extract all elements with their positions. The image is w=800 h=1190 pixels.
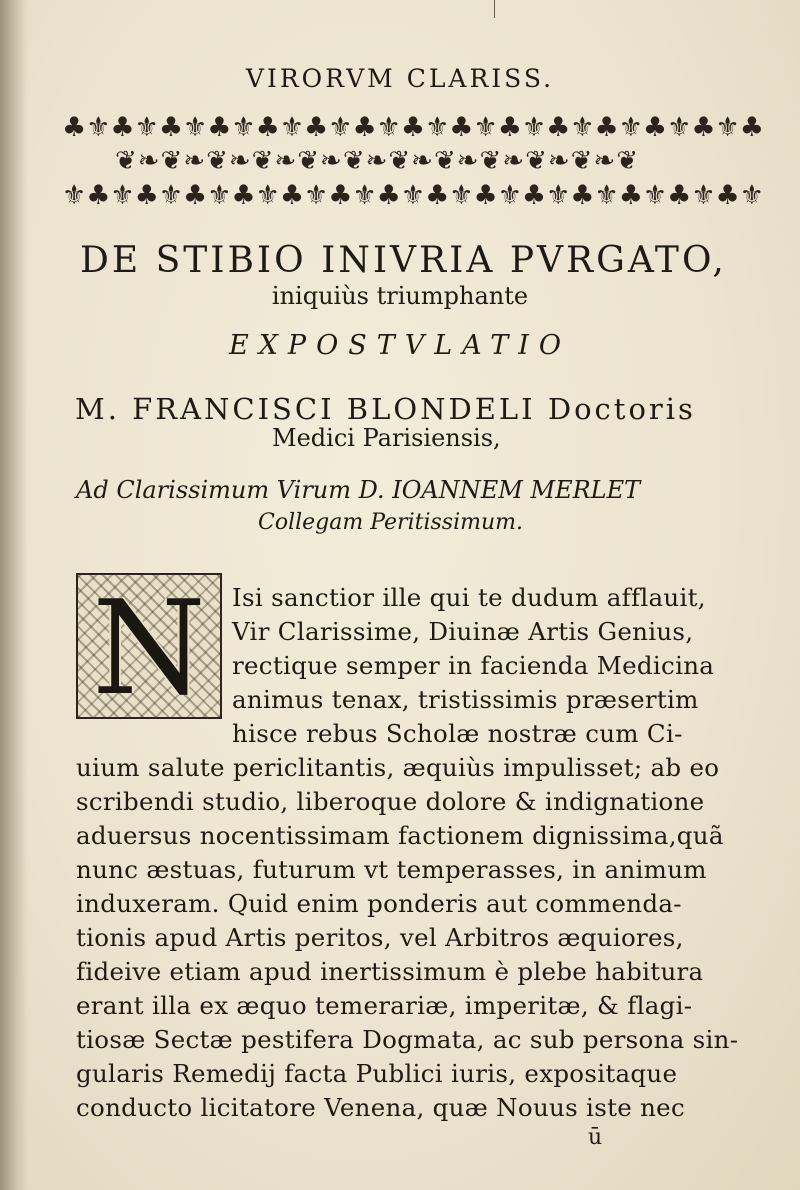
body-line: uium salute periclitantis, æquiùs impulisset; ab eo	[76, 753, 720, 782]
ornament-row-1: ♣⚜♣⚜♣⚜♣⚜♣⚜♣⚜♣⚜♣⚜♣⚜♣⚜♣⚜♣⚜♣⚜♣⚜♣	[62, 112, 764, 143]
body-line: Isi sanctior ille qui te dudum afflauit,	[232, 583, 706, 612]
body-line: tiosæ Sectæ pestifera Dogmata, ac sub persona sin-	[76, 1025, 739, 1054]
title-expostulatio: EXPOSTVLATIO	[229, 330, 571, 361]
dedication-line-2: Collegam Peritissimum.	[258, 510, 523, 535]
body-line: animus tenax, tristissimis præsertim	[232, 685, 699, 714]
body-line: tionis apud Artis peritos, vel Arbitros æquiores,	[76, 923, 684, 952]
body-line: scribendi studio, liberoque dolore & indignatione	[76, 787, 705, 816]
dedication-line-1: Ad Clarissimum Virum D. IOANNEM MERLET	[76, 476, 641, 504]
top-edge-mark	[494, 0, 495, 18]
body-line: erant illa ex æquo temerariæ, imperitæ, & flagi-	[76, 991, 693, 1020]
body-line: gularis Remedij facta Publici iuris, expositaque	[76, 1059, 678, 1088]
page-gutter-shadow	[0, 0, 28, 1190]
catchword: ū	[588, 1125, 603, 1150]
ornament-row-2: ❦❧❦❧❦❧❦❧❦❧❦❧❦❧❦❧❦❧❦❧❦❧❦	[114, 146, 640, 176]
body-line: fideive etiam apud inertissimum è plebe habitura	[76, 957, 704, 986]
body-line: aduersus nocentissimam factionem dignissima,quã	[76, 821, 724, 850]
title-main: DE STIBIO INIVRIA PVRGATO,	[80, 240, 727, 281]
title-subtitle: iniquiùs triumphante	[271, 282, 529, 310]
body-line: Vir Clarissime, Diuinæ Artis Genius,	[232, 617, 694, 646]
author-line-1: M. FRANCISCI BLONDELI Doctoris	[75, 392, 696, 426]
running-head: VIRORVM CLARISS.	[245, 64, 555, 93]
body-line: conducto licitatore Venena, quæ Nouus iste nec	[76, 1093, 686, 1122]
decorated-initial	[76, 572, 222, 724]
ornament-row-3: ⚜♣⚜♣⚜♣⚜♣⚜♣⚜♣⚜♣⚜♣⚜♣⚜♣⚜♣⚜♣⚜♣⚜♣⚜	[62, 180, 764, 211]
decorated-initial-letter: N	[92, 572, 206, 724]
author-line-2: Medici Parisiensis,	[272, 424, 501, 452]
body-line: induxeram. Quid enim ponderis aut commenda-	[76, 889, 682, 918]
body-line: nunc æstuas, futurum vt temperasses, in animum	[76, 855, 707, 884]
body-line: rectique semper in facienda Medicina	[232, 651, 715, 680]
body-line: hisce rebus Scholæ nostræ cum Ci-	[232, 719, 683, 748]
